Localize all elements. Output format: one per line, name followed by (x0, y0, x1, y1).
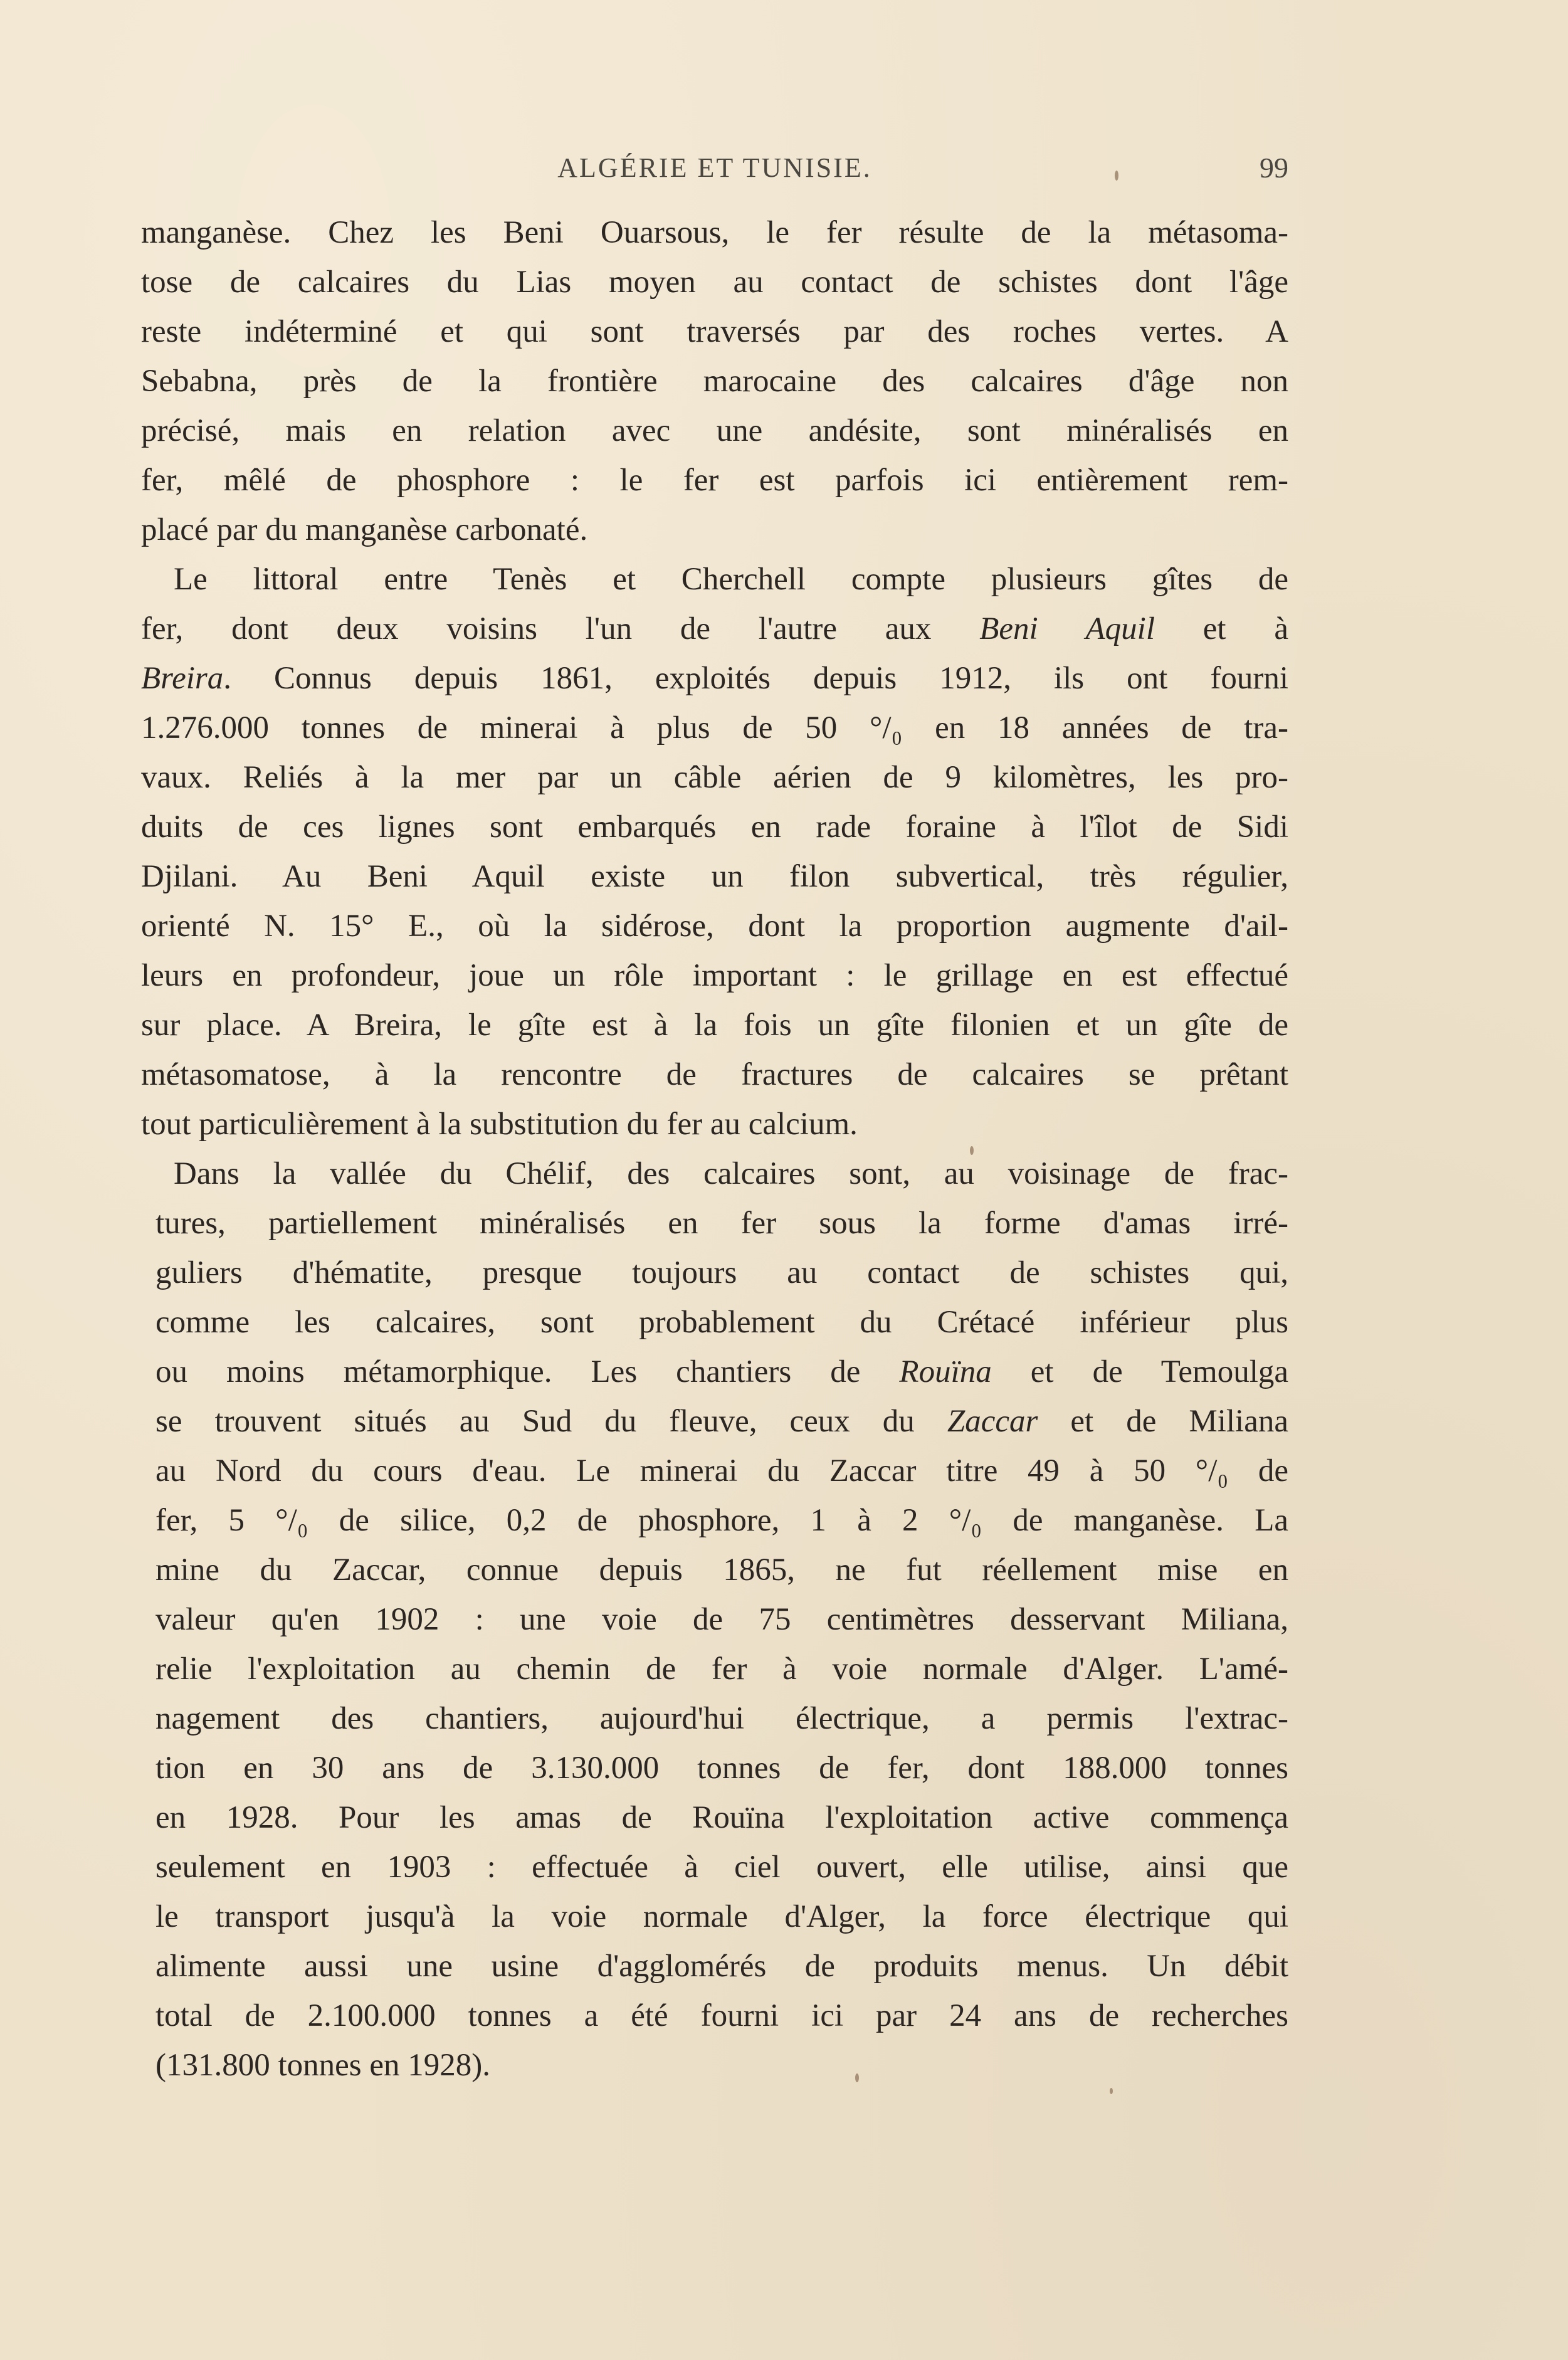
running-title: ALGÉRIE ET TUNISIE. (557, 152, 872, 183)
text-line: nagement des chantiers, aujourd'hui électrique, a permis l'extrac- (155, 1701, 1288, 1736)
place-name-italic: Zaccar (947, 1404, 1038, 1439)
text-line-with-italic: Breira. Connus depuis 1861, exploités depuis 1912, ils ont fourni (141, 661, 1288, 696)
text-line: mine du Zaccar, connue depuis 1865, ne fut réellement mise en (155, 1552, 1288, 1588)
paper-speck (1110, 2088, 1113, 2094)
paragraph-1 (141, 208, 1288, 555)
page-number: 99 (1260, 152, 1288, 184)
text-line: métasomatose, à la rencontre de fractures de calcaires se prêtant (141, 1057, 1288, 1092)
text-line: en 1928. Pour les amas de Rouïna l'exploitation active commença (155, 1800, 1288, 1835)
place-name-italic: Rouïna (899, 1354, 992, 1389)
text-line: comme les calcaires, sont probablement du Crétacé inférieur plus (155, 1305, 1288, 1340)
text-line: total de 2.100.000 tonnes a été fourni ici par 24 ans de recherches (155, 1998, 1288, 2033)
text-line: orienté N. 15° E., où la sidérose, dont la proportion augmente d'ail- (141, 909, 1288, 944)
place-name-italic: Breira (141, 661, 224, 696)
paper-speck (1115, 171, 1118, 181)
place-name-italic: Beni Aquil (979, 611, 1155, 646)
text-line-with-italic: fer, dont deux voisins l'un de l'autre aux Beni Aquil et à (141, 611, 1288, 646)
text-line: manganèse. Chez les Beni Ouarsous, le fer résulte de la métasoma- (141, 215, 1288, 250)
text-line: Djilani. Au Beni Aquil existe un filon subvertical, très régulier, (141, 859, 1288, 894)
text-line: placé par du manganèse carbonaté. (141, 512, 588, 547)
text-line: leurs en profondeur, joue un rôle important : le grillage en est effectué (141, 958, 1288, 993)
text-line: seulement en 1903 : effectuée à ciel ouvert, elle utilise, ainsi que (155, 1850, 1288, 1885)
text-line: Le littoral entre Tenès et Cherchell compte plusieurs gîtes de (174, 562, 1288, 597)
body-text (141, 208, 1288, 2090)
text-line-with-italic: ou moins métamorphique. Les chantiers de Rouïna et de Temoulga (155, 1354, 1288, 1389)
text-line: (131.800 tonnes en 1928). (155, 2048, 491, 2083)
text-line: valeur qu'en 1902 : une voie de 75 centimètres desservant Miliana, (155, 1602, 1288, 1637)
text-line: précisé, mais en relation avec une andésite, sont minéralisés en (141, 413, 1288, 448)
paper-speck (855, 2073, 859, 2082)
text-line: sur place. A Breira, le gîte est à la fois un gîte filonien et un gîte de (141, 1008, 1288, 1043)
text-line: fer, 5 °/₀ de silice, 0,2 de phosphore, 1 à 2 °/₀ de manganèse. La (155, 1503, 1288, 1538)
text-line: vaux. Reliés à la mer par un câble aérien de 9 kilomètres, les pro- (141, 760, 1288, 795)
text-line: duits de ces lignes sont embarqués en rade foraine à l'îlot de Sidi (141, 809, 1288, 845)
text-line: au Nord du cours d'eau. Le minerai du Zaccar titre 49 à 50 °/₀ de (155, 1453, 1288, 1488)
paragraph-3 (141, 1149, 1288, 2090)
text-line: Dans la vallée du Chélif, des calcaires sont, au voisinage de frac- (174, 1156, 1288, 1191)
text-line: tose de calcaires du Lias moyen au contact de schistes dont l'âge (141, 265, 1288, 300)
text-line: le transport jusqu'à la voie normale d'Alger, la force électrique qui (155, 1899, 1288, 1934)
text-line: guliers d'hématite, presque toujours au contact de schistes qui, (155, 1255, 1288, 1290)
text-line: fer, mêlé de phosphore : le fer est parfois ici entièrement rem- (141, 463, 1288, 498)
text-line: tion en 30 ans de 3.130.000 tonnes de fer, dont 188.000 tonnes (155, 1751, 1288, 1786)
text-line: tout particulièrement à la substitution du fer au calcium. (141, 1107, 858, 1142)
running-head (141, 149, 1288, 187)
text-line: Sebabna, près de la frontière marocaine des calcaires d'âge non (141, 364, 1288, 399)
paper-speck (970, 1146, 974, 1155)
text-line: 1.276.000 tonnes de minerai à plus de 50 °/₀ en 18 années de tra- (141, 710, 1288, 745)
text-line: reste indéterminé et qui sont traversés par des roches vertes. A (141, 314, 1288, 349)
text-line: relie l'exploitation au chemin de fer à voie normale d'Alger. L'amé- (155, 1651, 1288, 1687)
text-line: alimente aussi une usine d'agglomérés de produits menus. Un débit (155, 1949, 1288, 1984)
text-line: tures, partiellement minéralisés en fer sous la forme d'amas irré- (155, 1206, 1288, 1241)
text-line-with-italic: se trouvent situés au Sud du fleuve, ceux du Zaccar et de Miliana (155, 1404, 1288, 1439)
paragraph-2 (141, 555, 1288, 1149)
